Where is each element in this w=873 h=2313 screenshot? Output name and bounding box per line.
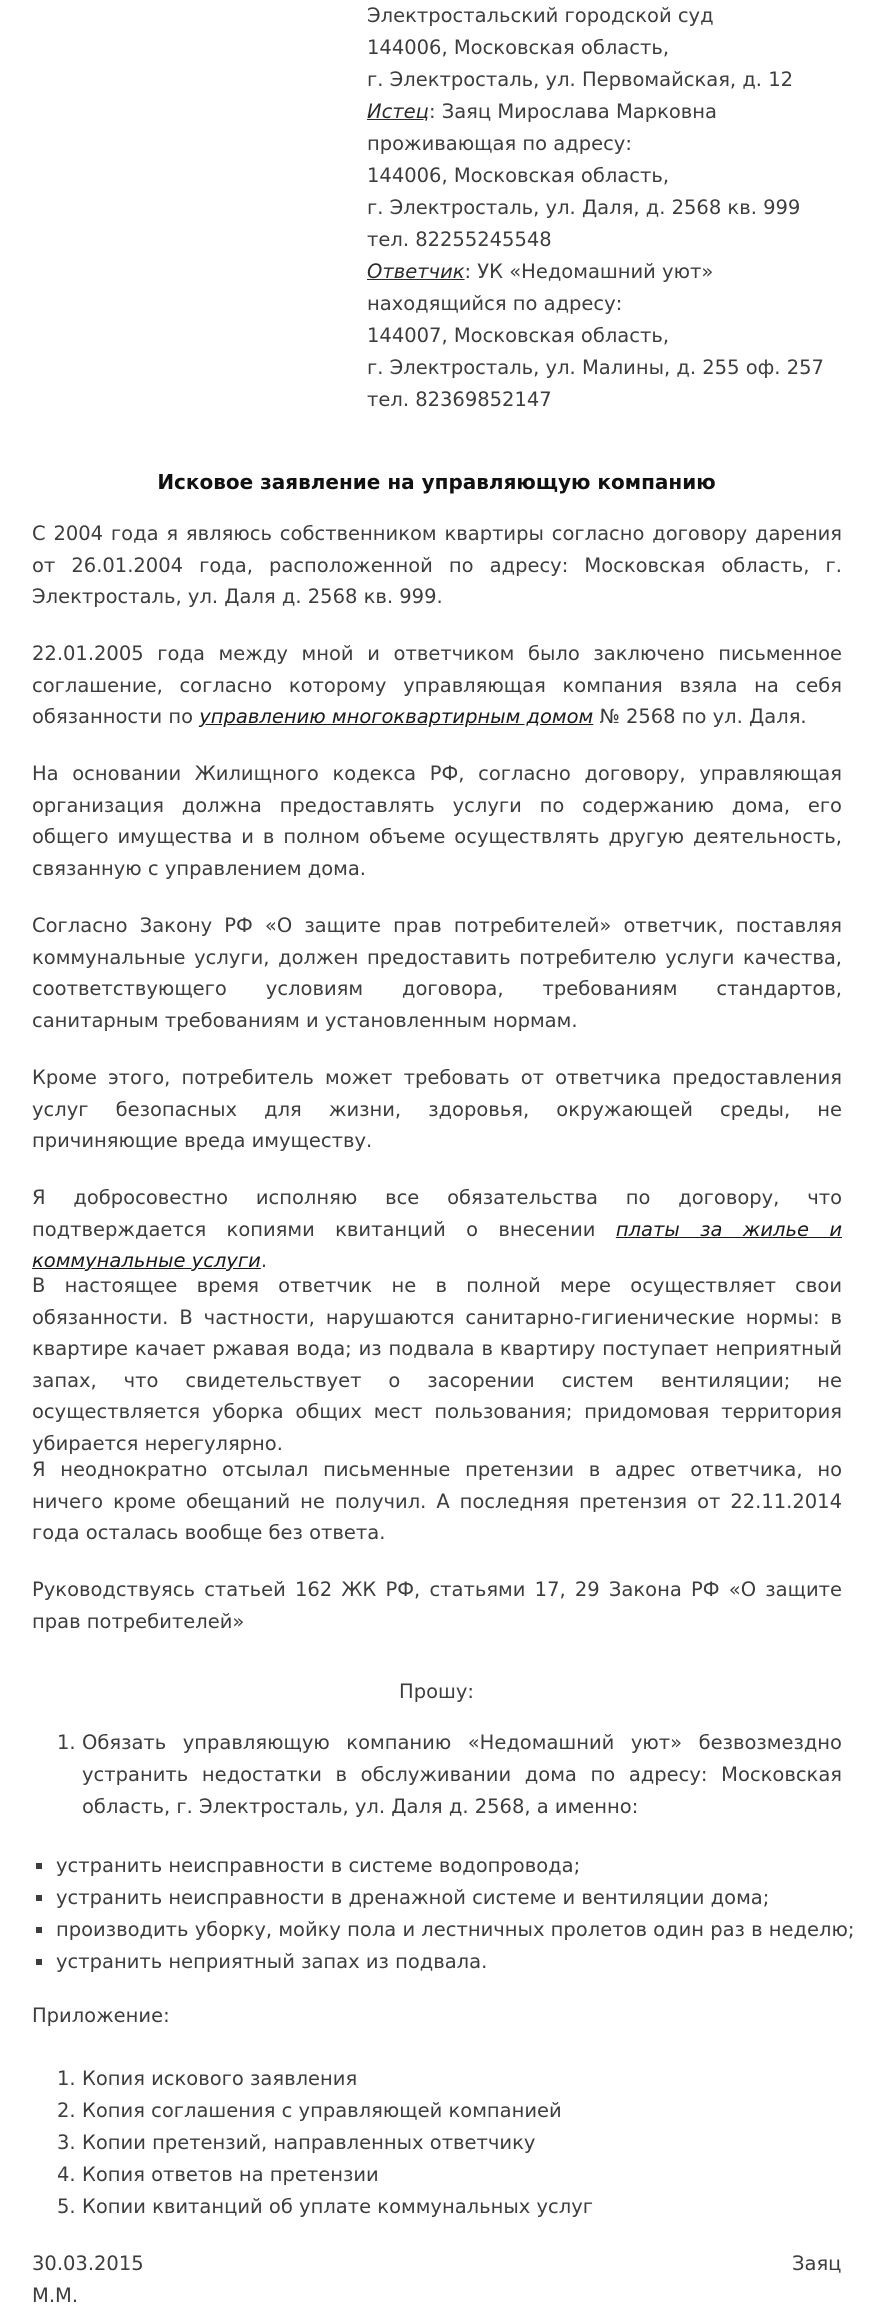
defendant-name: : УК «Недомашний уют»: [464, 260, 714, 283]
bullet-icon: [36, 1959, 42, 1965]
appendix-item-number: 1.: [57, 2067, 76, 2090]
request-subitem-text: устранить неисправности в системе водопровода;: [56, 1854, 581, 1877]
plaintiff-line: [367, 96, 867, 128]
list-item: [32, 2063, 842, 2095]
request-item-number: 1.: [57, 1731, 76, 1754]
paragraph-claims: Я неоднократно отсылал письменные претензии в адрес ответчика, но ничего кроме обещаний не получил. А последняя претензия от 22.11.2014 года осталась вообще без ответа.: [32, 1458, 842, 1544]
paragraph-legal-basis: Руководствуясь статьей 162 ЖК РФ, статьями 17, 29 Закона РФ «О защите прав потребителей»: [32, 1578, 842, 1633]
document-title: Исковое заявление на управляющую компанию: [157, 470, 716, 494]
link-housing-utility-payments[interactable]: платы за жилье и коммунальные услуги: [32, 1217, 842, 1272]
link-apartment-building-management[interactable]: управлению многоквартирным домом: [199, 705, 594, 728]
list-item: [32, 2159, 842, 2191]
defendant-address-line-2: г. Электросталь, ул. Малины, д. 255 оф. 257: [367, 356, 824, 379]
appendix-heading: Приложение:: [32, 2004, 170, 2027]
plaintiff-address-line-2: г. Электросталь, ул. Даля, д. 2568 кв. 999: [367, 196, 801, 219]
defendant-phone: тел. 82369852147: [367, 388, 552, 411]
plaintiff-address-line-1: 144006, Московская область,: [367, 164, 670, 187]
plaintiff-phone: тел. 82255245548: [367, 228, 552, 251]
appendix-item-text: Копия соглашения с управляющей компанией: [82, 2099, 562, 2122]
plaintiff-label: Истец: [367, 100, 429, 123]
appendix-item-text: Копия ответов на претензии: [82, 2163, 379, 2186]
request-heading: Прошу:: [399, 1680, 474, 1703]
list-item: [32, 1914, 855, 1946]
paragraph-ownership: С 2004 года я являюсь собственником квартиры согласно договору дарения от 26.01.2004 года, расположенной по адресу: Московская область, г. Электросталь, ул. Даля д. 2568 кв. 999.: [32, 522, 842, 608]
document-date: 30.03.2015: [32, 2252, 144, 2275]
paragraph-housing-code: На основании Жилищного кодекса РФ, согласно договору, управляющая организация должна предоставлять услуги по содержанию дома, его общего имущества и в полном объеме осуществлять другую деятельность, связанную с управлением дома.: [32, 762, 842, 880]
paragraph-agreement: [32, 638, 842, 733]
request-item-text: Обязать управляющую компанию «Недомашний уют» безвозмездно устранить недостатки в обслуживании дома по адресу: Московская область, г. Электросталь, ул. Даля д. 2568, а именно:: [82, 1731, 842, 1818]
request-subitem-text: устранить неприятный запах из подвала.: [56, 1950, 488, 1973]
signature-initials: М.М.: [32, 2284, 79, 2307]
plaintiff-name: : Заяц Мирослава Марковна: [428, 100, 717, 123]
paragraph-safety-requirement: Кроме этого, потребитель может требовать от ответчика предоставления услуг безопасных для жизни, здоровья, окружающей среды, не причиняющие вреда имуществу.: [32, 1066, 842, 1152]
list-item: [32, 2095, 842, 2127]
court-address-line-1: 144006, Московская область,: [367, 36, 670, 59]
court-address-line-2: г. Электросталь, ул. Первомайская, д. 12: [367, 68, 794, 91]
list-item: [32, 2127, 842, 2159]
defendant-line: [367, 256, 867, 288]
bullet-icon: [36, 1863, 42, 1869]
paragraph-agreement-text-start: 22.01.2005 года между мной и ответчиком было заключено письменное соглашение, согласно которому управляющая компания взяла на себя обязанности по: [32, 642, 842, 728]
request-item: [32, 1727, 842, 1823]
paragraph-obligations-text-start: Я добросовестно исполняю все обязательства по договору, что подтверждается копиями квитанций о внесении: [32, 1186, 842, 1241]
paragraph-violations: В настоящее время ответчик не в полной мере осуществляет свои обязанности. В частности, нарушаются санитарно-гигиенические нормы: в квартире качает ржавая вода; из подвала в квартиру поступает неприятный запах, что свидетельствует о засорении систем вентиляции; не осуществляется уборка общих мест пользования; придомовая территория убирается нерегулярно.: [32, 1274, 842, 1455]
bullet-icon: [36, 1927, 42, 1933]
appendix-item-number: 3.: [57, 2131, 76, 2154]
list-item: [32, 1882, 842, 1914]
request-list: [32, 1727, 842, 1823]
court-name: Электростальский городской суд: [367, 4, 714, 27]
appendix-item-number: 4.: [57, 2163, 76, 2186]
defendant-location-line: находящийся по адресу:: [367, 292, 623, 315]
list-item: [32, 2191, 842, 2223]
defendant-label: Ответчик: [367, 260, 465, 283]
defendant-address-line-1: 144007, Московская область,: [367, 324, 670, 347]
appendix-item-text: Копия искового заявления: [82, 2067, 358, 2090]
paragraph-agreement-text-end: № 2568 по ул. Даля.: [593, 705, 807, 728]
appendix-item-text: Копии претензий, направленных ответчику: [82, 2131, 536, 2154]
paragraph-obligations-text-end: .: [260, 1249, 268, 1272]
list-item: [32, 1946, 842, 1978]
request-subitem-text: производить уборку, мойку пола и лестничных пролетов один раз в неделю;: [56, 1918, 855, 1941]
request-subitem-text: устранить неисправности в дренажной системе и вентиляции дома;: [56, 1886, 770, 1909]
signature-name: Заяц: [792, 2252, 842, 2275]
bullet-icon: [36, 1895, 42, 1901]
appendix-item-text: Копии квитанций об уплате коммунальных услуг: [82, 2195, 594, 2218]
paragraph-consumer-law: Согласно Закону РФ «О защите прав потребителей» ответчик, поставляя коммунальные услуги, должен предоставить потребителю услуги качества, соответствующего условиям договора, требованиям стандартов, санитарным требованиям и установленным нормам.: [32, 914, 842, 1032]
appendix-item-number: 2.: [57, 2099, 76, 2122]
appendix-item-number: 5.: [57, 2195, 76, 2218]
paragraph-obligations: [32, 1182, 842, 1277]
list-item: [32, 1850, 842, 1882]
plaintiff-residence-line: проживающая по адресу:: [367, 132, 632, 155]
request-subitems-list: [32, 1850, 855, 1978]
appendix-list: [32, 2063, 842, 2223]
